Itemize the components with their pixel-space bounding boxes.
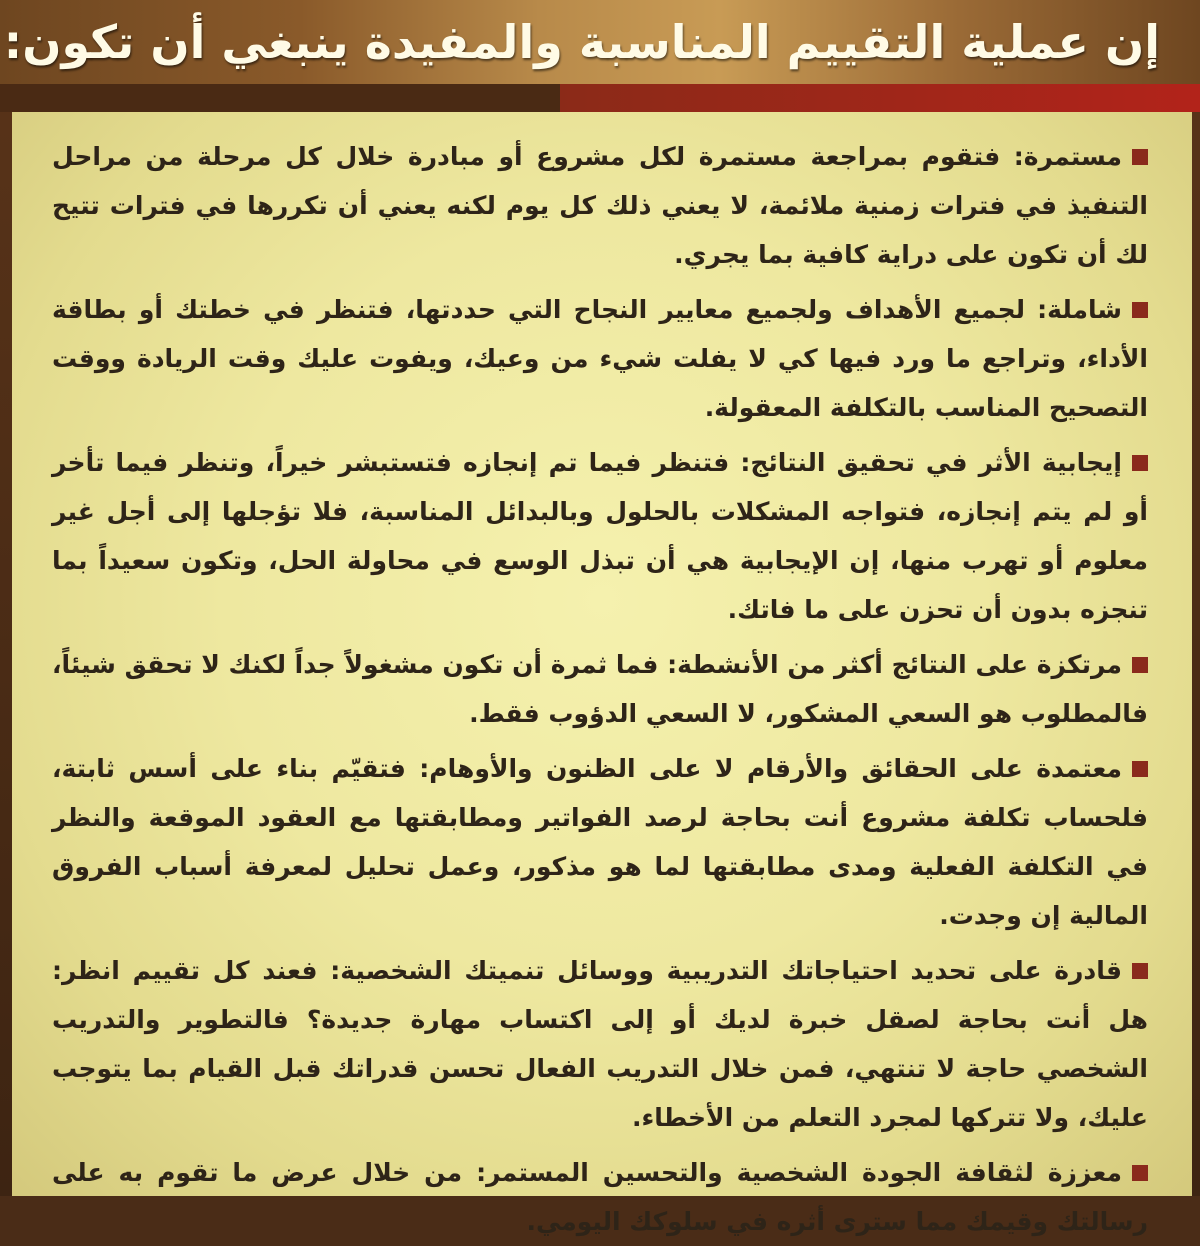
list-item (52, 946, 1148, 1142)
list-item-text: مستمرة: فتقوم بمراجعة مستمرة لكل مشروع أو مبادرة خلال كل مرحلة من مراحل التنفيذ في فترات زمنية ملائمة، لا يعني ذلك كل يوم لكنه يعني أن تكررها في فترات تتيح لك أن تكون على دراية كافية بما يجري. (52, 142, 1148, 269)
list-item-text: إيجابية الأثر في تحقيق النتائج: فتنظر فيما تم إنجازه فتستبشر خيراً، وتنظر فيما تأخر أو لم يتم إنجازه، فتواجه المشكلات بالحلول وبالبدائل المناسبة، فلا تؤجلها إلى أجل غير معلوم أو تهرب منها، إن الإيجابية هي أن تبذل الوسع في محاولة الحل، وتكون سعيداً بما تنجزه بدون أن تحزن على ما فاتك. (52, 448, 1148, 624)
bullet-list (52, 132, 1148, 1246)
list-item (52, 744, 1148, 940)
list-item (52, 640, 1148, 738)
square-bullet-icon (1132, 963, 1148, 979)
list-item-text: شاملة: لجميع الأهداف ولجميع معايير النجاح التي حددتها، فتنظر في خطتك أو بطاقة الأداء، وتراجع ما ورد فيها كي لا يفلت شيء من وعيك، ويفوت عليك وقت الريادة ووقت التصحيح المناسب بالتكلفة المعقولة. (52, 295, 1148, 422)
header-stripe-red (560, 84, 1200, 112)
list-item (52, 132, 1148, 279)
list-item-text: قادرة على تحديد احتياجاتك التدريبية ووسائل تنميتك الشخصية: فعند كل تقييم انظر: هل أنت بحاجة لصقل خبرة لديك أو إلى اكتساب مهارة جديدة؟ فالتطوير والتدريب الشخصي حاجة لا تنتهي، فمن خلال التدريب الفعال تحسن قدراتك قبل القيام بما يتوجب عليك، ولا تتركها لمجرد التعلم من الأخطاء. (52, 956, 1148, 1132)
square-bullet-icon (1132, 1165, 1148, 1181)
list-item (52, 438, 1148, 634)
square-bullet-icon (1132, 455, 1148, 471)
header-banner (0, 0, 1200, 112)
list-item (52, 1148, 1148, 1246)
square-bullet-icon (1132, 657, 1148, 673)
list-item-text: معتمدة على الحقائق والأرقام لا على الظنون والأوهام: فتقيّم بناء على أسس ثابتة، فلحساب تكلفة مشروع أنت بحاجة لرصد الفواتير ومطابقتها مع العقود الموقعة والنظر في التكلفة الفعلية ومدى مطابقتها لما هو مذكور، وعمل تحليل لمعرفة أسباب الفروق المالية إن وجدت. (52, 754, 1148, 930)
square-bullet-icon (1132, 761, 1148, 777)
content-panel (12, 112, 1192, 1236)
list-item-text: معززة لثقافة الجودة الشخصية والتحسين المستمر: من خلال عرض ما تقوم به على رسالتك وقيمك مما سترى أثره في سلوكك اليومي. (52, 1158, 1148, 1236)
list-item-text: مرتكزة على النتائج أكثر من الأنشطة: فما ثمرة أن تكون مشغولاً جداً لكنك لا تحقق شيئاً، فالمطلوب هو السعي المشكور، لا السعي الدؤوب فقط. (52, 650, 1148, 728)
header-stripe-brown (0, 84, 560, 112)
square-bullet-icon (1132, 302, 1148, 318)
square-bullet-icon (1132, 149, 1148, 165)
list-item (52, 285, 1148, 432)
page-title: إن عملية التقييم المناسبة والمفيدة ينبغي أن تكون: (3, 15, 1160, 69)
